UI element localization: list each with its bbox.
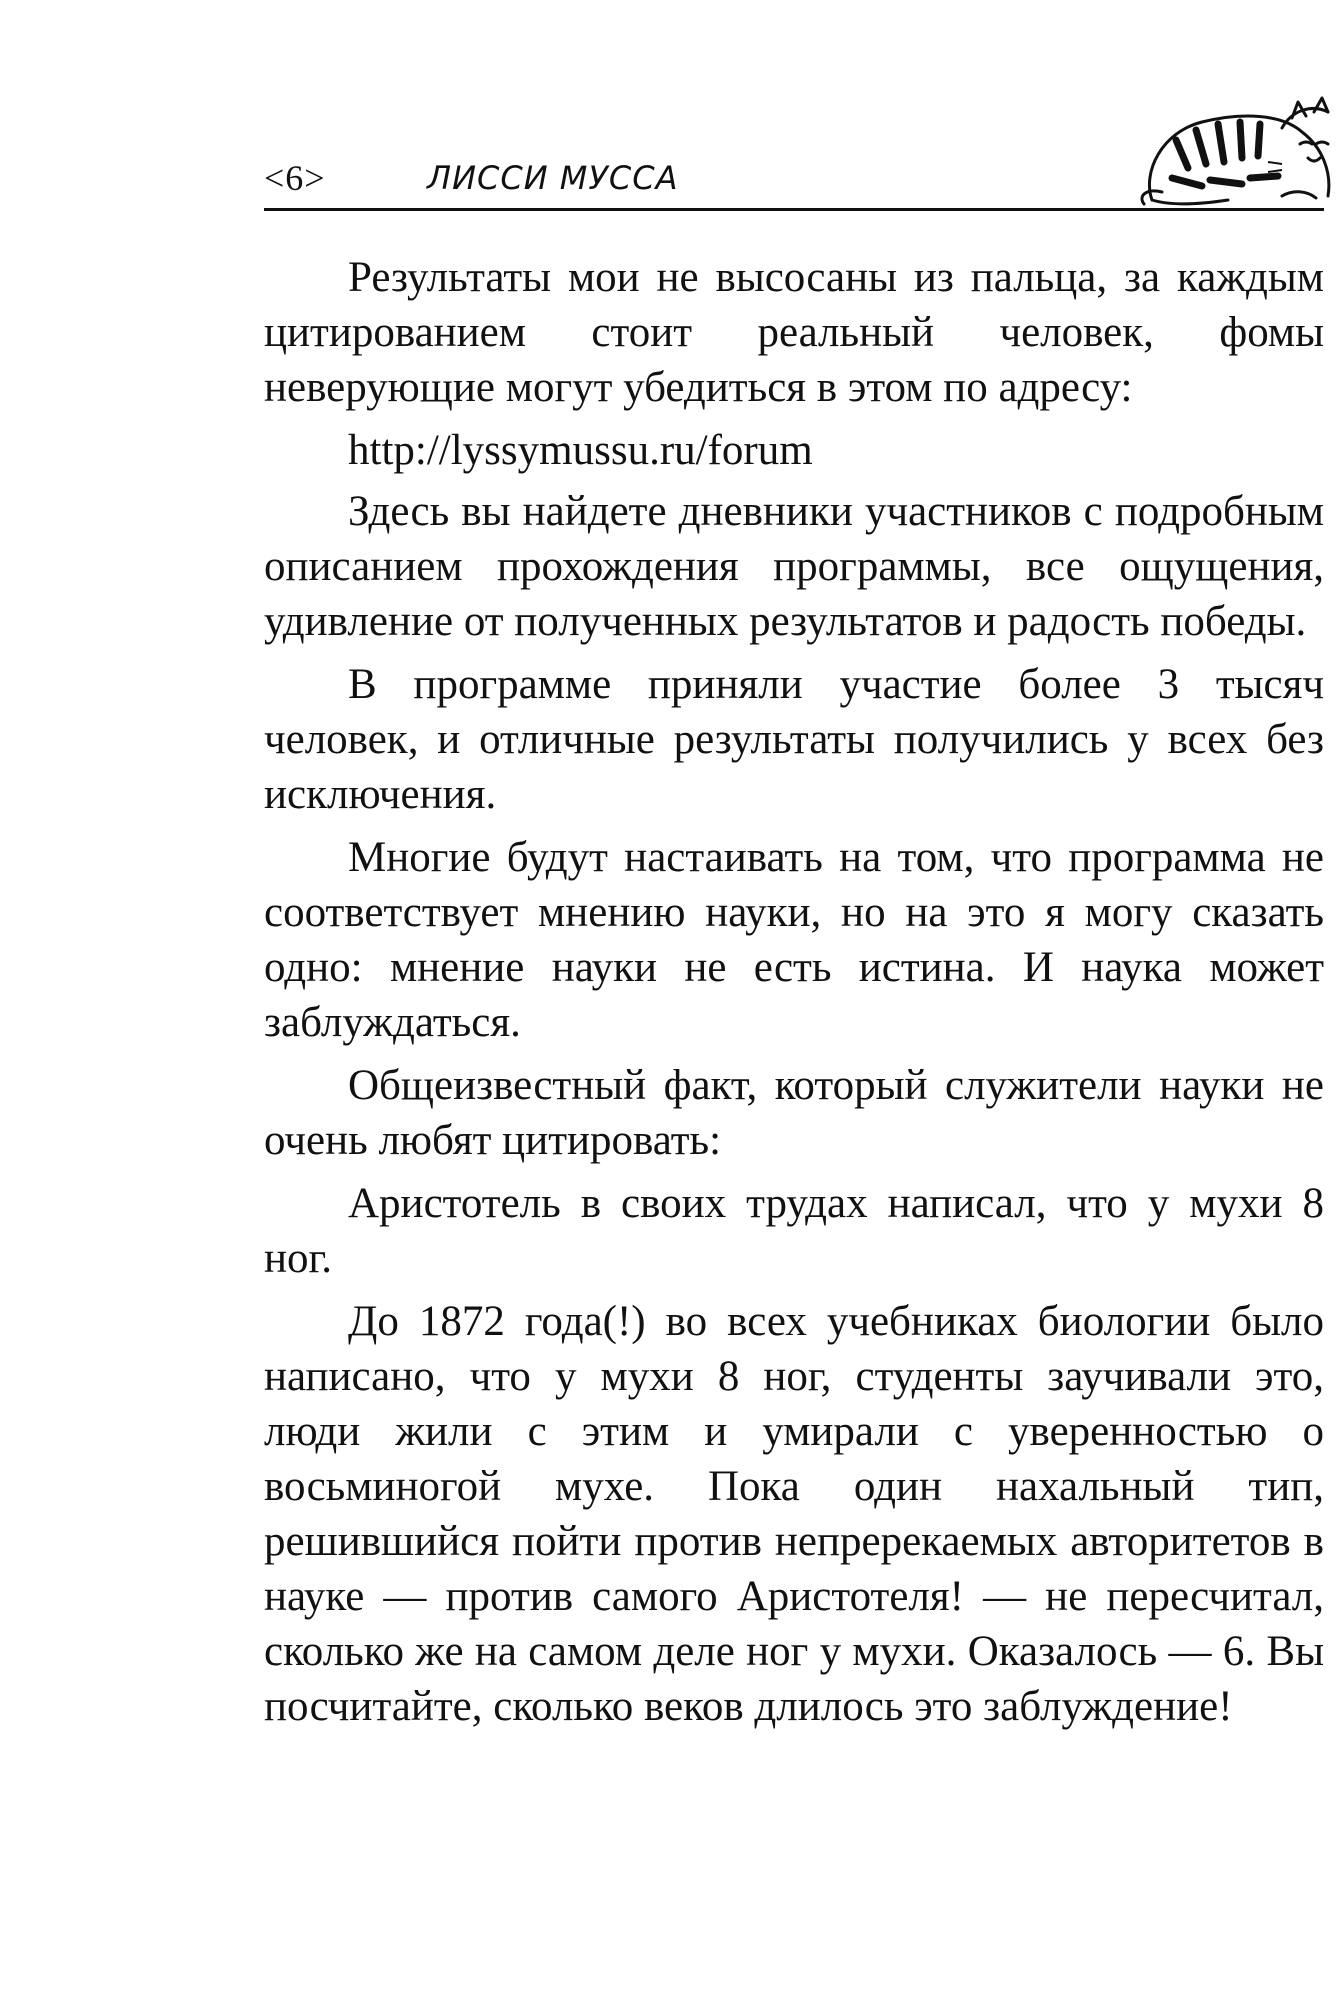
paragraph: До 1872 года(!) во всех учебниках биологии было написано, что у мухи 8 ног, студенты заучивали это, люди жили с этим и умирали с уверенностью о восьминогой мухе. Пока один нахальный тип, решившийся пойти против непререкаемых авторитетов в науке — против самого Аристотеля! — не пересчитал, сколько же на самом деле ног у мухи. Оказалось — 6. Вы посчитайте, сколько веков длилось это заблуждение! bbox=[264, 1298, 1324, 1730]
running-head-author: ЛИССИ МУССА bbox=[427, 159, 679, 197]
header-rule bbox=[264, 208, 1324, 211]
paragraph: В программе приняли участие более 3 тысяч человек, и отличные результаты получились у всех без исключения. bbox=[264, 661, 1324, 818]
paragraph: Здесь вы найдете дневники участников с подробным описанием прохождения программы, все ощущения, удивление от полученных результатов и радость победы. bbox=[264, 488, 1324, 645]
paragraph: Результаты мои не высосаны из пальца, за каждым цитированием стоит реальный человек, фомы неверующие могут убедиться в этом по адресу: bbox=[264, 254, 1324, 411]
paragraph: Общеизвестный факт, который служители науки не очень любят цитировать: bbox=[264, 1062, 1324, 1164]
paragraph: Аристотель в своих трудах написал, что у мухи 8 ног. bbox=[264, 1180, 1324, 1282]
sleeping-cat-illustration-icon bbox=[1132, 92, 1336, 210]
paragraph: Многие будут настаивать на том, что программа не соответствует мнению науки, но на это я могу сказать одно: мнение науки не есть истина. И наука может заблуждаться. bbox=[264, 834, 1324, 1046]
body-text bbox=[264, 250, 1324, 1742]
page-number: <6> bbox=[264, 158, 326, 198]
forum-url: http://lyssymussu.ru/forum bbox=[348, 427, 813, 474]
